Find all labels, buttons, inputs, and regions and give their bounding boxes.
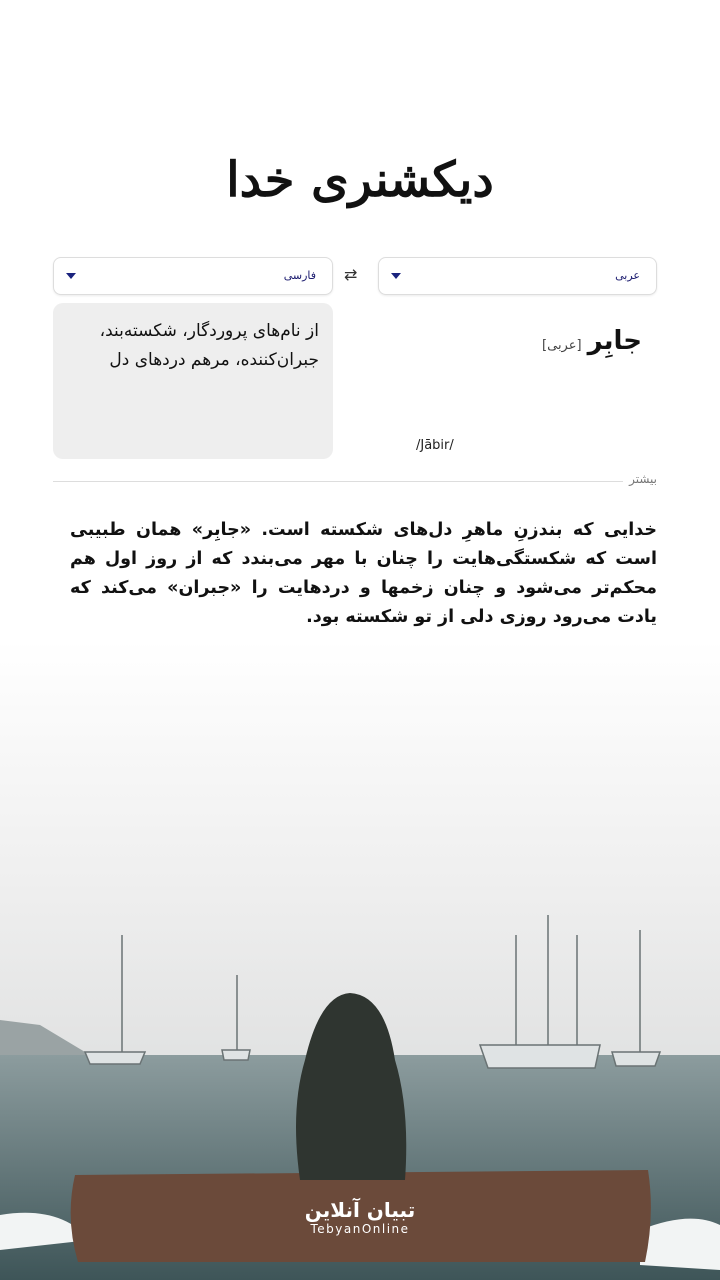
entry-word-text: جابِر [587,326,642,356]
footer-brand [290,1198,430,1236]
brand-fa: تبیان آنلاین [304,1198,416,1222]
pronunciation: /Jābir/ [416,438,454,453]
chevron-down-icon [391,273,401,279]
divider [53,481,648,482]
swap-arrows-icon[interactable]: ⇄ [344,265,358,284]
entry-origin: [عربی] [542,338,582,353]
description: خدایی که بندزنِ ماهرِ دل‌های شکسته است. «جابِر» همان طبیبی است که شکستگی‌هایت را چنان با مهر می‌بندد که از روز اول هم محکم‌تر می‌شود و چنان زخمها و دردهایت را «جبران» می‌کند که یادت می‌رود روزی دلی از تو شکسته بود. [70,520,657,627]
source-language-label: عربی [615,269,640,282]
source-language-select[interactable] [378,257,657,295]
target-language-select[interactable] [53,257,333,295]
app-logo: دیکشنری خدا [226,152,494,208]
target-language-label: فارسی [283,269,316,282]
translation-box: از نام‌های پروردگار، شکسته‌بند، جبران‌کننده، مرهم دردهای دل [53,303,333,459]
brand-en: TebyanOnline [310,1222,410,1236]
more-label[interactable]: بیشتر [623,472,657,486]
entry-word [542,326,642,356]
chevron-down-icon [66,273,76,279]
